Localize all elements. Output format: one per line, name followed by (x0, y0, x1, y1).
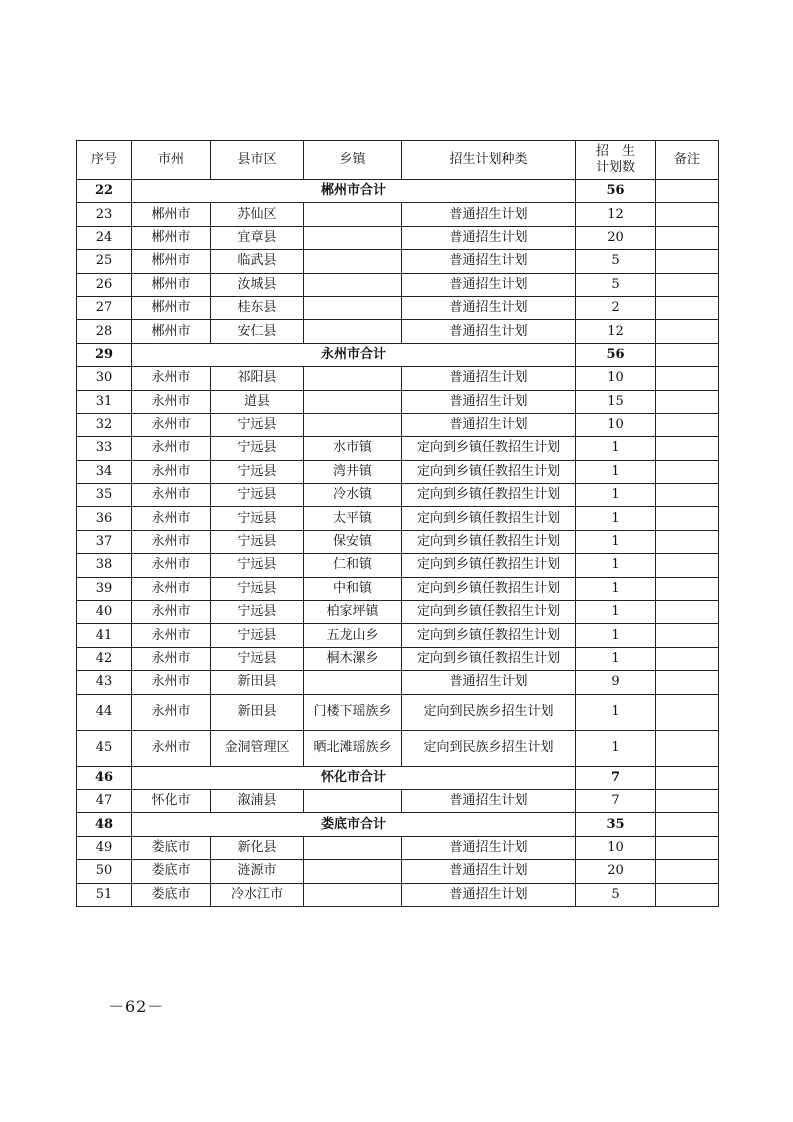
town-cell (304, 671, 402, 694)
remark-cell (656, 730, 719, 766)
header-count-line1: 招 生 (595, 144, 635, 159)
plan-type-cell: 普通招生计划 (402, 836, 576, 859)
county-cell: 涟源市 (211, 860, 304, 883)
county-cell: 宜章县 (211, 226, 304, 249)
seq-cell: 41 (77, 624, 132, 647)
count-cell: 12 (576, 203, 656, 226)
subtotal-label: 永州市合计 (132, 343, 576, 366)
town-cell (304, 883, 402, 906)
count-cell: 1 (576, 624, 656, 647)
county-cell: 宁远县 (211, 437, 304, 460)
seq-cell: 40 (77, 601, 132, 624)
seq-cell: 32 (77, 413, 132, 436)
table-row (77, 836, 719, 859)
table-row (77, 484, 719, 507)
county-cell: 宁远县 (211, 413, 304, 436)
seq-cell: 44 (77, 694, 132, 730)
remark-cell (656, 671, 719, 694)
seq-cell: 46 (77, 766, 132, 789)
plan-type-cell: 定向到乡镇任教招生计划 (402, 484, 576, 507)
seq-cell: 28 (77, 320, 132, 343)
city-cell: 娄底市 (132, 860, 211, 883)
remark-cell (656, 343, 719, 366)
county-cell: 安仁县 (211, 320, 304, 343)
header-plan-type: 招生计划种类 (402, 141, 576, 180)
plan-type-cell: 定向到乡镇任教招生计划 (402, 437, 576, 460)
seq-cell: 23 (77, 203, 132, 226)
count-cell: 1 (576, 577, 656, 600)
seq-cell: 36 (77, 507, 132, 530)
remark-cell (656, 320, 719, 343)
header-remark: 备注 (656, 141, 719, 180)
header-county: 县市区 (211, 141, 304, 180)
plan-type-cell: 定向到乡镇任教招生计划 (402, 647, 576, 670)
town-cell: 桐木漯乡 (304, 647, 402, 670)
city-cell: 永州市 (132, 507, 211, 530)
town-cell: 太平镇 (304, 507, 402, 530)
remark-cell (656, 273, 719, 296)
city-cell: 永州市 (132, 730, 211, 766)
table-row (77, 367, 719, 390)
plan-type-cell: 普通招生计划 (402, 367, 576, 390)
town-cell: 湾井镇 (304, 460, 402, 483)
city-cell: 永州市 (132, 694, 211, 730)
town-cell (304, 390, 402, 413)
remark-cell (656, 647, 719, 670)
table-row (77, 671, 719, 694)
remark-cell (656, 860, 719, 883)
table-row (77, 577, 719, 600)
plan-type-cell: 定向到乡镇任教招生计划 (402, 460, 576, 483)
remark-cell (656, 813, 719, 836)
city-cell: 娄底市 (132, 836, 211, 859)
subtotal-row (77, 766, 719, 789)
remark-cell (656, 437, 719, 460)
town-cell: 水市镇 (304, 437, 402, 460)
plan-type-cell: 定向到民族乡招生计划 (402, 694, 576, 730)
city-cell: 郴州市 (132, 226, 211, 249)
table-row (77, 730, 719, 766)
header-count-line2: 计划数 (595, 160, 635, 175)
seq-cell: 34 (77, 460, 132, 483)
count-cell: 5 (576, 883, 656, 906)
city-cell: 怀化市 (132, 789, 211, 812)
county-cell: 宁远县 (211, 460, 304, 483)
table-row (77, 390, 719, 413)
plan-type-cell: 定向到乡镇任教招生计划 (402, 601, 576, 624)
count-cell: 1 (576, 554, 656, 577)
remark-cell (656, 390, 719, 413)
seq-cell: 24 (77, 226, 132, 249)
table-row (77, 530, 719, 553)
table-row (77, 694, 719, 730)
plan-type-cell: 普通招生计划 (402, 789, 576, 812)
table-row (77, 883, 719, 906)
plan-type-cell: 普通招生计划 (402, 883, 576, 906)
town-cell (304, 273, 402, 296)
county-cell: 桂东县 (211, 296, 304, 319)
city-cell: 郴州市 (132, 273, 211, 296)
plan-type-cell: 定向到民族乡招生计划 (402, 730, 576, 766)
county-cell: 宁远县 (211, 484, 304, 507)
plan-type-cell: 普通招生计划 (402, 203, 576, 226)
count-cell: 9 (576, 671, 656, 694)
remark-cell (656, 180, 719, 203)
remark-cell (656, 530, 719, 553)
table-row (77, 296, 719, 319)
remark-cell (656, 484, 719, 507)
seq-cell: 29 (77, 343, 132, 366)
county-cell: 溆浦县 (211, 789, 304, 812)
seq-cell: 51 (77, 883, 132, 906)
county-cell: 金洞管理区 (211, 730, 304, 766)
remark-cell (656, 250, 719, 273)
county-cell: 宁远县 (211, 601, 304, 624)
plan-type-cell: 普通招生计划 (402, 296, 576, 319)
count-cell: 1 (576, 437, 656, 460)
plan-type-cell: 普通招生计划 (402, 860, 576, 883)
town-cell: 冷水镇 (304, 484, 402, 507)
table-header (77, 141, 719, 180)
remark-cell (656, 789, 719, 812)
county-cell: 宁远县 (211, 554, 304, 577)
remark-cell (656, 367, 719, 390)
town-cell (304, 860, 402, 883)
remark-cell (656, 296, 719, 319)
plan-type-cell: 普通招生计划 (402, 320, 576, 343)
table-row (77, 226, 719, 249)
count-cell: 1 (576, 530, 656, 553)
table-row (77, 460, 719, 483)
city-cell: 永州市 (132, 577, 211, 600)
city-cell: 永州市 (132, 530, 211, 553)
seq-cell: 22 (77, 180, 132, 203)
table-body (77, 180, 719, 907)
count-cell: 1 (576, 601, 656, 624)
subtotal-row (77, 343, 719, 366)
count-cell: 20 (576, 226, 656, 249)
remark-cell (656, 226, 719, 249)
town-cell (304, 367, 402, 390)
plan-type-cell: 定向到乡镇任教招生计划 (402, 577, 576, 600)
city-cell: 永州市 (132, 484, 211, 507)
city-cell: 郴州市 (132, 250, 211, 273)
plan-type-cell: 普通招生计划 (402, 250, 576, 273)
enrollment-plan-table (76, 140, 719, 907)
town-cell: 中和镇 (304, 577, 402, 600)
city-cell: 郴州市 (132, 203, 211, 226)
remark-cell (656, 577, 719, 600)
seq-cell: 45 (77, 730, 132, 766)
city-cell: 永州市 (132, 671, 211, 694)
town-cell (304, 226, 402, 249)
county-cell: 苏仙区 (211, 203, 304, 226)
remark-cell (656, 766, 719, 789)
count-cell: 2 (576, 296, 656, 319)
seq-cell: 25 (77, 250, 132, 273)
count-cell: 7 (576, 766, 656, 789)
county-cell: 宁远县 (211, 507, 304, 530)
seq-cell: 49 (77, 836, 132, 859)
remark-cell (656, 883, 719, 906)
count-cell: 10 (576, 836, 656, 859)
county-cell: 宁远县 (211, 624, 304, 647)
county-cell: 汝城县 (211, 273, 304, 296)
seq-cell: 39 (77, 577, 132, 600)
remark-cell (656, 601, 719, 624)
town-cell: 五龙山乡 (304, 624, 402, 647)
city-cell: 娄底市 (132, 883, 211, 906)
plan-type-cell: 定向到乡镇任教招生计划 (402, 530, 576, 553)
seq-cell: 42 (77, 647, 132, 670)
count-cell: 20 (576, 860, 656, 883)
plan-type-cell: 普通招生计划 (402, 413, 576, 436)
remark-cell (656, 413, 719, 436)
table-row (77, 320, 719, 343)
header-count (576, 141, 656, 180)
table-row (77, 250, 719, 273)
remark-cell (656, 554, 719, 577)
city-cell: 永州市 (132, 647, 211, 670)
seq-cell: 38 (77, 554, 132, 577)
remark-cell (656, 694, 719, 730)
plan-type-cell: 普通招生计划 (402, 671, 576, 694)
seq-cell: 37 (77, 530, 132, 553)
remark-cell (656, 460, 719, 483)
county-cell: 道县 (211, 390, 304, 413)
city-cell: 郴州市 (132, 296, 211, 319)
plan-type-cell: 定向到乡镇任教招生计划 (402, 554, 576, 577)
seq-cell: 43 (77, 671, 132, 694)
count-cell: 1 (576, 507, 656, 530)
subtotal-label: 娄底市合计 (132, 813, 576, 836)
table-row (77, 647, 719, 670)
subtotal-label: 郴州市合计 (132, 180, 576, 203)
town-cell (304, 250, 402, 273)
city-cell: 永州市 (132, 390, 211, 413)
seq-cell: 31 (77, 390, 132, 413)
town-cell: 仁和镇 (304, 554, 402, 577)
table-row (77, 860, 719, 883)
county-cell: 新化县 (211, 836, 304, 859)
table-row (77, 789, 719, 812)
city-cell: 永州市 (132, 413, 211, 436)
seq-cell: 50 (77, 860, 132, 883)
count-cell: 10 (576, 413, 656, 436)
city-cell: 永州市 (132, 554, 211, 577)
seq-cell: 33 (77, 437, 132, 460)
seq-cell: 47 (77, 789, 132, 812)
count-cell: 1 (576, 694, 656, 730)
remark-cell (656, 507, 719, 530)
count-cell: 5 (576, 273, 656, 296)
table-row (77, 507, 719, 530)
remark-cell (656, 203, 719, 226)
count-cell: 56 (576, 343, 656, 366)
count-cell: 10 (576, 367, 656, 390)
count-cell: 1 (576, 647, 656, 670)
city-cell: 永州市 (132, 460, 211, 483)
subtotal-row (77, 180, 719, 203)
county-cell: 宁远县 (211, 530, 304, 553)
county-cell: 宁远县 (211, 647, 304, 670)
count-cell: 1 (576, 730, 656, 766)
seq-cell: 26 (77, 273, 132, 296)
town-cell: 保安镇 (304, 530, 402, 553)
header-seq: 序号 (77, 141, 132, 180)
plan-type-cell: 定向到乡镇任教招生计划 (402, 507, 576, 530)
subtotal-row (77, 813, 719, 836)
town-cell: 柏家坪镇 (304, 601, 402, 624)
table-row (77, 437, 719, 460)
plan-type-cell: 定向到乡镇任教招生计划 (402, 624, 576, 647)
remark-cell (656, 624, 719, 647)
table-row (77, 554, 719, 577)
table-row (77, 203, 719, 226)
town-cell (304, 320, 402, 343)
town-cell: 门楼下瑶族乡 (304, 694, 402, 730)
plan-type-cell: 普通招生计划 (402, 226, 576, 249)
seq-cell: 30 (77, 367, 132, 390)
count-cell: 15 (576, 390, 656, 413)
count-cell: 1 (576, 460, 656, 483)
city-cell: 永州市 (132, 367, 211, 390)
seq-cell: 48 (77, 813, 132, 836)
count-cell: 1 (576, 484, 656, 507)
page-number: －62－ (108, 997, 165, 1016)
seq-cell: 35 (77, 484, 132, 507)
header-town: 乡镇 (304, 141, 402, 180)
city-cell: 永州市 (132, 437, 211, 460)
county-cell: 新田县 (211, 694, 304, 730)
city-cell: 郴州市 (132, 320, 211, 343)
town-cell: 晒北滩瑶族乡 (304, 730, 402, 766)
subtotal-label: 怀化市合计 (132, 766, 576, 789)
seq-cell: 27 (77, 296, 132, 319)
count-cell: 5 (576, 250, 656, 273)
plan-type-cell: 普通招生计划 (402, 390, 576, 413)
table-row (77, 273, 719, 296)
county-cell: 新田县 (211, 671, 304, 694)
county-cell: 冷水江市 (211, 883, 304, 906)
county-cell: 临武县 (211, 250, 304, 273)
count-cell: 56 (576, 180, 656, 203)
city-cell: 永州市 (132, 624, 211, 647)
table-row (77, 601, 719, 624)
table-row (77, 413, 719, 436)
count-cell: 7 (576, 789, 656, 812)
count-cell: 35 (576, 813, 656, 836)
town-cell (304, 296, 402, 319)
table-row (77, 624, 719, 647)
town-cell (304, 836, 402, 859)
county-cell: 祁阳县 (211, 367, 304, 390)
plan-type-cell: 普通招生计划 (402, 273, 576, 296)
town-cell (304, 789, 402, 812)
town-cell (304, 413, 402, 436)
count-cell: 12 (576, 320, 656, 343)
town-cell (304, 203, 402, 226)
remark-cell (656, 836, 719, 859)
header-city: 市州 (132, 141, 211, 180)
city-cell: 永州市 (132, 601, 211, 624)
county-cell: 宁远县 (211, 577, 304, 600)
